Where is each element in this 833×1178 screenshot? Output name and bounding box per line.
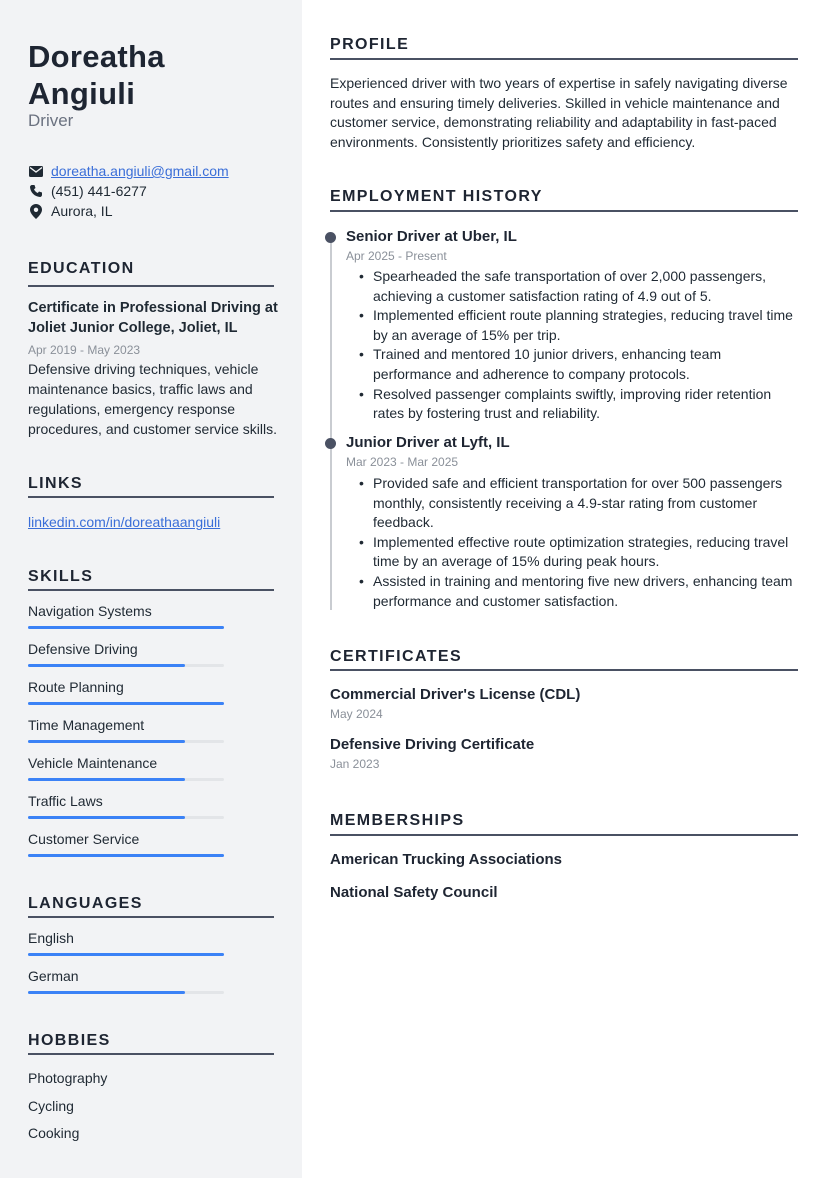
contact-location xyxy=(28,203,112,219)
timeline-line xyxy=(330,237,332,610)
skill-label: Customer Service xyxy=(28,831,140,847)
email-link[interactable]: doreatha.angiuli@gmail.com xyxy=(51,163,229,179)
job-1-dates: Apr 2025 - Present xyxy=(346,249,447,263)
education-description: Defensive driving techniques, vehicle maintenance basics, traffic laws and regulations, emergency response procedures, and customer service skills. xyxy=(28,361,277,437)
certificate-name: Defensive Driving Certificate xyxy=(330,736,535,753)
timeline-dot xyxy=(325,438,336,449)
linkedin-link[interactable]: linkedin.com/in/doreathaangiuli xyxy=(28,514,221,530)
skill-level-fill xyxy=(28,854,224,857)
skill-level-fill xyxy=(28,991,185,994)
links-divider xyxy=(28,496,274,498)
skill-level-track xyxy=(28,740,224,743)
skill-label: Vehicle Maintenance xyxy=(28,755,158,771)
skill-level-fill xyxy=(28,664,185,667)
education-degree xyxy=(28,298,290,338)
certificate-date: May 2024 xyxy=(330,707,383,721)
envelope-icon xyxy=(28,163,44,179)
job-bullet: • Resolved passenger complaints swiftly, improving rider retention rates by fostering trust and reliability. xyxy=(356,385,800,424)
skills-heading: SKILLS xyxy=(28,568,94,585)
hobby-item: Cycling xyxy=(28,1098,74,1114)
skill-level-track xyxy=(28,854,224,857)
phone-number: (451) 441-6277 xyxy=(51,183,147,199)
hobby-item: Cooking xyxy=(28,1125,80,1141)
contact-phone xyxy=(28,183,147,199)
job-2-bullets xyxy=(356,474,800,611)
skill-label: Traffic Laws xyxy=(28,793,103,809)
skill-level-fill xyxy=(28,778,185,781)
job-1-bullets xyxy=(356,267,800,424)
job-bullet: • Spearheaded the safe transportation of over 2,000 passengers, achieving a customer satisfaction rating of 4.9 out of 5. xyxy=(356,267,800,306)
skill-level-track xyxy=(28,816,224,819)
job-bullet: • Provided safe and efficient transportation for over 500 passengers monthly, consistently receiving a 4.9-star rating from customer feedback. xyxy=(356,474,800,533)
employment-divider xyxy=(330,210,798,212)
languages-divider xyxy=(28,916,274,918)
job-bullet: • Assisted in training and mentoring five new drivers, enhancing team performance and customer satisfaction. xyxy=(356,572,800,611)
skill-level-track xyxy=(28,953,224,956)
candidate-name xyxy=(28,38,165,112)
degree-line-1: Certificate in Professional Driving at xyxy=(28,300,278,316)
job-1-title: Senior Driver at Uber, IL xyxy=(346,228,517,245)
membership-item: American Trucking Associations xyxy=(330,851,563,868)
certificates-divider xyxy=(330,669,798,671)
certificate-date: Jan 2023 xyxy=(330,757,380,771)
skill-label: Time Management xyxy=(28,717,145,733)
skill-level-track xyxy=(28,626,224,629)
profile-summary: Experienced driver with two years of expertise in safely navigating diverse routes and ensuring timely deliveries. Skilled in vehicle maintenance and customer service, demonstrating reliability and adaptability in fast-paced environments. Consistently prioritizes safety and efficiency. xyxy=(330,75,788,150)
skill-label: Route Planning xyxy=(28,679,124,695)
profile-heading: PROFILE xyxy=(330,36,410,53)
location-pin-icon xyxy=(28,203,44,219)
skill-level-fill xyxy=(28,702,224,705)
skill-level-fill xyxy=(28,953,224,956)
skill-level-track xyxy=(28,991,224,994)
skill-level-fill xyxy=(28,816,185,819)
skills-divider xyxy=(28,589,274,591)
phone-icon xyxy=(28,183,44,199)
education-heading: EDUCATION xyxy=(28,260,135,277)
hobby-item: Photography xyxy=(28,1070,108,1086)
skill-level-track xyxy=(28,664,224,667)
job-bullet: • Implemented efficient route planning strategies, reducing travel time by an average of 15% per trip. xyxy=(356,306,800,345)
contact-email xyxy=(28,163,229,179)
name-line-1: Doreatha xyxy=(28,39,165,74)
memberships-heading: MEMBERSHIPS xyxy=(330,812,465,829)
job-bullet: • Trained and mentored 10 junior drivers, enhancing team performance and adherence to company protocols. xyxy=(356,345,800,384)
education-dates: Apr 2019 - May 2023 xyxy=(28,343,141,357)
education-divider xyxy=(28,285,274,287)
hobbies-divider xyxy=(28,1053,274,1055)
degree-line-2: Joliet Junior College, Joliet, IL xyxy=(28,320,238,336)
job-2-title: Junior Driver at Lyft, IL xyxy=(346,434,510,451)
memberships-divider xyxy=(330,834,798,836)
profile-divider xyxy=(330,58,798,60)
skill-label: German xyxy=(28,968,79,984)
skill-level-track xyxy=(28,778,224,781)
languages-heading: LANGUAGES xyxy=(28,895,143,912)
skill-label: Navigation Systems xyxy=(28,603,152,619)
job-title: Driver xyxy=(28,111,74,130)
name-line-2: Angiuli xyxy=(28,76,136,111)
links-heading: LINKS xyxy=(28,475,83,492)
skill-label: Defensive Driving xyxy=(28,641,138,657)
employment-heading: EMPLOYMENT HISTORY xyxy=(330,188,543,205)
skill-label: English xyxy=(28,930,74,946)
job-bullet: • Implemented effective route optimization strategies, reducing travel time by an average of 15% during peak hours. xyxy=(356,533,800,572)
skill-level-fill xyxy=(28,626,224,629)
certificate-name: Commercial Driver's License (CDL) xyxy=(330,686,581,703)
skill-level-fill xyxy=(28,740,185,743)
timeline-dot xyxy=(325,232,336,243)
location-text: Aurora, IL xyxy=(51,203,113,219)
skill-level-track xyxy=(28,702,224,705)
hobbies-heading: HOBBIES xyxy=(28,1032,111,1049)
job-2-dates: Mar 2023 - Mar 2025 xyxy=(346,455,459,469)
membership-item: National Safety Council xyxy=(330,884,498,901)
certificates-heading: CERTIFICATES xyxy=(330,648,463,665)
